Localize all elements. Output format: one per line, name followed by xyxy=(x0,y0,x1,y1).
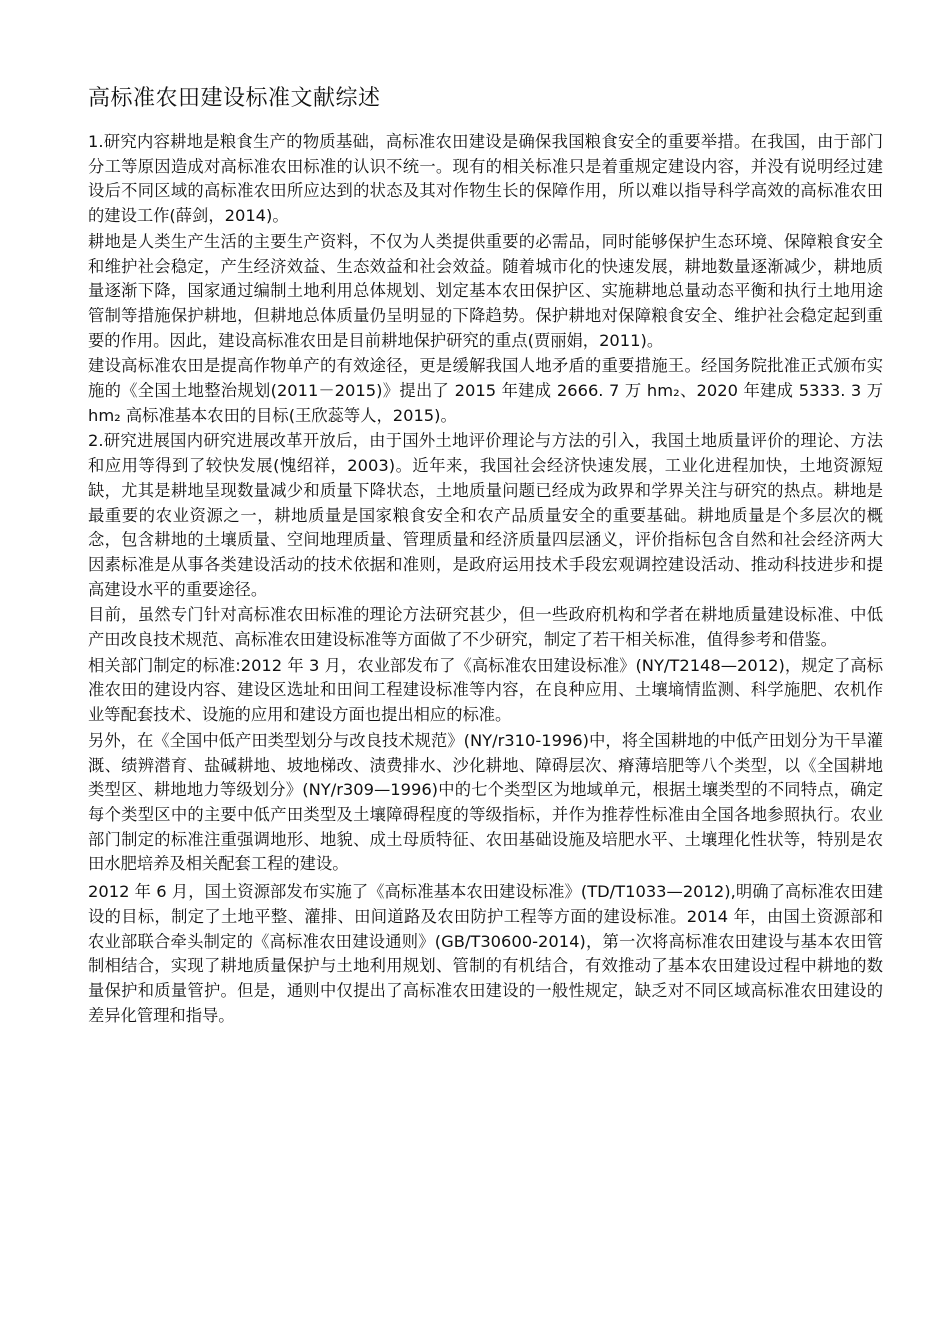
paragraph-high-standard-farmland: 建设高标准农田是提高作物单产的有效途径，更是缓解我国人地矛盾的重要措施王。经国务院批准正式颁布实施的《全国土地整治规划(2011－2015)》提出了 2015 年建成 2666. 7 万 hm₂、2020 年建成 5333. 3 万 hm₂ 高标准基本农田的目标(王欣蕊等人，2015)。 xyxy=(88,356,883,425)
paragraph-research-progress: 2.研究进展国内研究进展改革开放后，由于国外土地评价理论与方法的引入，我国土地质量评价的理论、方法和应用等得到了较快发展(愧绍祥，2003)。近年来，我国社会经济快速发展，工业化进程加快，土地资源短缺，尤其是耕地呈现数量减少和质量下降状态，土地质量问题已经成为政界和学界关注与研究的热点。耕地是最重要的农业资源之一，耕地质量是国家粮食安全和农产品质量安全的重要基础。耕地质量是个多层次的概念，包含耕地的土壤质量、空间地理质量、管理质量和经济质量四层涵义，评价指标包含自然和社会经济两大因素标准是从事各类建设活动的技术依据和准则，是政府运用技术手段宏观调控建设活动、推动科技进步和提高建设水平的重要途径。 xyxy=(88,431,883,599)
document-page xyxy=(88,84,883,1028)
document-title: 高标准农田建设标准文献综述 xyxy=(88,86,381,111)
paragraph-land-resources-standard: 2012 年 6 月，国土资源部发布实施了《高标准基本农田建设标准》(TD/T1033—2012),明确了高标准农田建设的目标，制定了土地平整、灌排、田间道路及农田防护工程等方面的建设标准。2014 年，由国土资源部和农业部联合牵头制定的《高标准农田建设通则》(GB/T30600-2014)，第一次将高标准农田建设与基本农田管制相结合，实现了耕地质量保护与土地利用规划、管制的有机结合，有效推动了基本农田建设过程中耕地的数量保护和质量管护。但是，通则中仅提出了高标准农田建设的一般性规定，缺乏对不同区域高标准农田建设的差异化管理和指导。 xyxy=(88,882,883,1025)
paragraph-ministry-standard: 相关部门制定的标准:2012 年 3 月，农业部发布了《高标准农田建设标准》(NY/T2148—2012)，规定了高标准农田的建设内容、建设区选址和田间工程建设标准等内容，在良种应用、土壤墒情监测、科学施肥、农机作业等配套技术、设施的应用和建设方面也提出相应的标准。 xyxy=(88,655,883,725)
paragraph-research-content: 1.研究内容耕地是粮食生产的物质基础，高标准农田建设是确保我国粮食安全的重要举措。在我国，由于部门分工等原因造成对高标准农田标准的认识不统一。现有的相关标准只是着重规定建设内容，并没有说明经过建设后不同区域的高标准农田所应达到的状态及其对作物生长的保障作用，所以难以指导科学高效的高标准农田的建设工作(薛剑，2014)。 xyxy=(88,132,883,226)
paragraph-low-yield-field: 另外，在《全国中低产田类型划分与改良技术规范》(NY/r310-1996)中，将全国耕地的中低产田划分为干旱灌溉、绩辨潜育、盐碱耕地、坡地梯改、渍费排水、沙化耕地、障碍层次、瘠薄培肥等八个类型，以《全国耕地类型区、耕地地力等级划分》(NY/r309—1996)中的七个类型区为地域单元，根据土壤类型的不同特点，确定每个类型区中的主要中低产田类型及土壤障碍程度的等级指标，并作为推荐性标准由全国各地参照执行。农业部门制定的标准注重强调地形、地貌、成土母质特征、农田基础设施及培肥水平、土壤理化性状等，特别是农田水肥培养及相关配套工程的建设。 xyxy=(88,730,883,874)
paragraph-farmland-resource: 耕地是人类生产生活的主要生产资料，不仅为人类提供重要的必需品，同时能够保护生态环境、保障粮食安全和维护社会稳定，产生经济效益、生态效益和社会效益。随着城市化的快速发展，耕地数量逐渐减少，耕地质量逐渐下降，国家通过编制土地利用总体规划、划定基本农田保护区、实施耕地总量动态平衡和执行土地用途管制等措施保护耕地，但耕地总体质量仍呈明显的下降趋势。保护耕地对保障粮食安全、维护社会稳定起到重要的作用。因此，建设高标准农田是目前耕地保护研究的重点(贾丽娟，2011)。 xyxy=(88,231,883,350)
paragraph-current-status: 目前，虽然专门针对高标准农田标准的理论方法研究甚少，但一些政府机构和学者在耕地质量建设标准、中低产田改良技术规范、高标准农田建设标准等方面做了不少研究，制定了若干相关标准，值得参考和借鉴。 xyxy=(88,605,883,650)
